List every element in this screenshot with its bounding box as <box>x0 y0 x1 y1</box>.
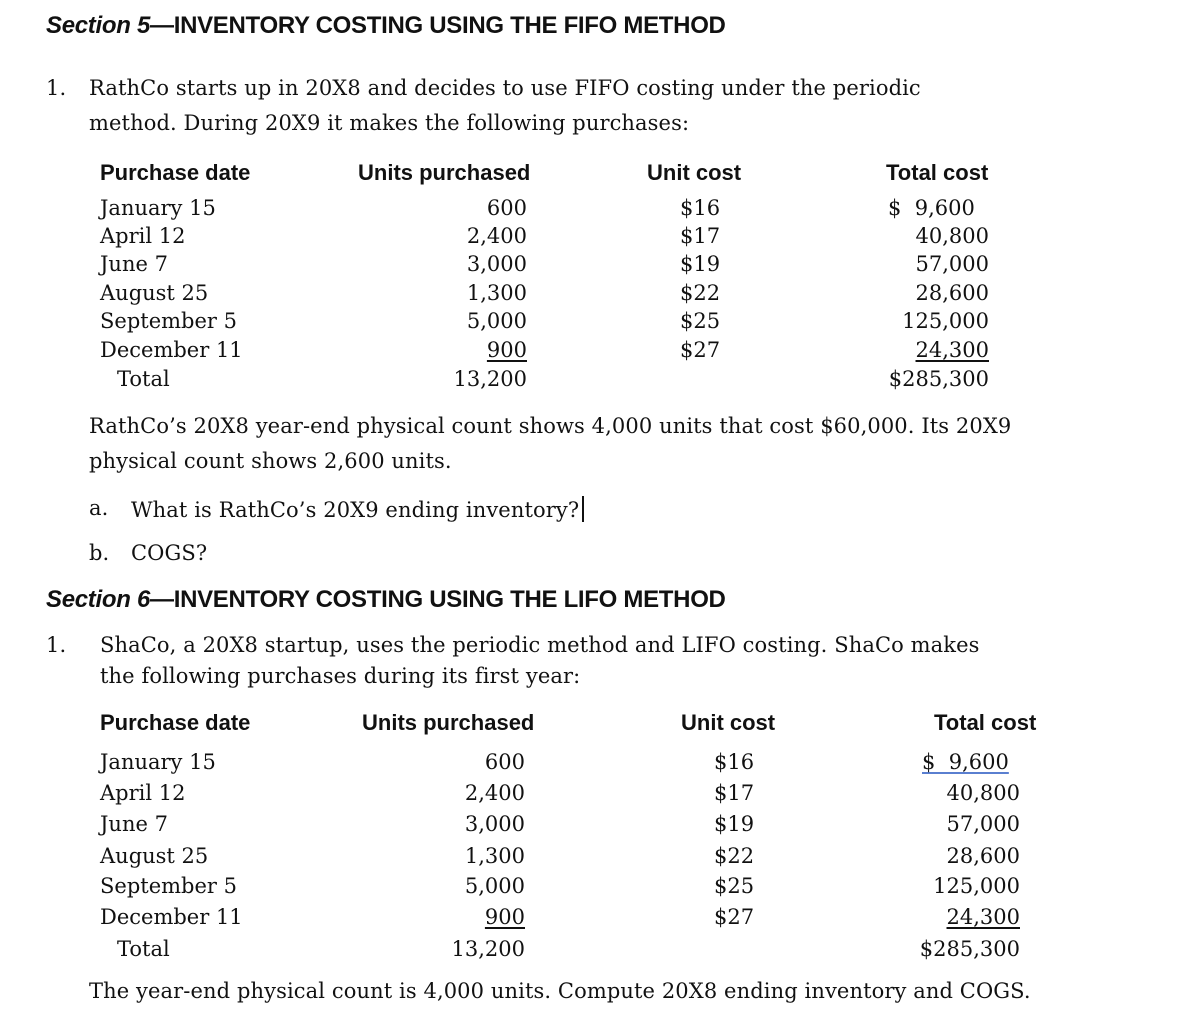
row-date: September 5 <box>100 874 237 898</box>
row-total-cost: 28,600 <box>915 281 989 305</box>
section5-question-number: 1. <box>46 76 67 100</box>
row-units: 2,400 <box>464 781 525 805</box>
table-row <box>100 842 1040 872</box>
table-total-row <box>100 935 1040 965</box>
table-row <box>100 810 1040 842</box>
table-row <box>100 872 1040 903</box>
row-total-cost: $ 9,600 <box>888 196 975 220</box>
text-cursor <box>582 496 584 522</box>
section6-heading-title: INVENTORY COSTING USING THE LIFO METHOD <box>173 586 726 613</box>
s6-header-units-purchased: Units purchased <box>362 710 535 735</box>
row-units: 1,300 <box>466 281 527 305</box>
total-cost: $285,300 <box>888 367 989 391</box>
row-unit-cost: $17 <box>680 224 721 248</box>
table-row <box>100 194 1000 222</box>
row-unit-cost: $16 <box>714 750 755 774</box>
row-date: January 15 <box>100 750 216 774</box>
question-a-label: a. <box>89 496 109 520</box>
row-date: December 11 <box>100 338 243 362</box>
total-cost: $285,300 <box>919 937 1020 961</box>
row-unit-cost: $27 <box>714 905 755 929</box>
row-date: December 11 <box>100 905 243 929</box>
table-row <box>100 748 1040 779</box>
question-a-text: What is RathCo’s 20X9 ending inventory? <box>131 498 580 522</box>
section6-heading-dash: — <box>150 586 174 613</box>
row-total-cost: 28,600 <box>946 844 1020 868</box>
s6-header-total-cost: Total cost <box>934 710 1037 735</box>
row-total-cost: 24,300 <box>946 905 1020 929</box>
row-unit-cost: $19 <box>714 812 755 836</box>
row-unit-cost: $27 <box>680 338 721 362</box>
row-units: 600 <box>484 750 525 774</box>
row-units: 900 <box>484 905 525 929</box>
row-total-cost: 57,000 <box>915 252 989 276</box>
total-label: Total <box>117 937 170 961</box>
total-units: 13,200 <box>451 937 525 961</box>
section6-question-number: 1. <box>46 633 67 657</box>
row-date: June 7 <box>100 812 168 836</box>
s6-header-purchase-date: Purchase date <box>100 710 251 735</box>
total-label: Total <box>117 367 170 391</box>
section5-paragraph-line1: RathCo’s 20X8 year-end physical count shows 4,000 units that cost $60,000. Its 20X9 <box>89 414 1012 438</box>
section5-heading-dash: — <box>150 12 174 39</box>
row-units: 3,000 <box>464 812 525 836</box>
row-units: 1,300 <box>464 844 525 868</box>
row-total-cost: 125,000 <box>933 874 1020 898</box>
row-unit-cost: $22 <box>680 281 721 305</box>
s6-purchases-table <box>100 748 1040 965</box>
row-date: April 12 <box>100 224 186 248</box>
s5-header-unit-cost: Unit cost <box>647 160 742 185</box>
row-date: January 15 <box>100 196 216 220</box>
table-row <box>100 779 1040 810</box>
table-row <box>100 903 1040 935</box>
question-b-label: b. <box>89 541 110 565</box>
row-unit-cost: $22 <box>714 844 755 868</box>
row-units: 5,000 <box>466 309 527 333</box>
section5-heading-label: Section 5 <box>46 12 150 39</box>
row-date: August 25 <box>100 844 209 868</box>
section5-heading <box>46 12 726 40</box>
row-units: 2,400 <box>466 224 527 248</box>
s5-header-units-purchased: Units purchased <box>358 160 531 185</box>
section5-paragraph-line2: physical count shows 2,600 units. <box>89 449 452 473</box>
row-date: June 7 <box>100 252 168 276</box>
table-row <box>100 222 1000 250</box>
section6-question-line1: ShaCo, a 20X8 startup, uses the periodic method and LIFO costing. ShaCo makes <box>100 633 980 657</box>
row-total-cost: 125,000 <box>902 309 989 333</box>
section6-question-line2: the following purchases during its first year: <box>100 664 581 688</box>
row-unit-cost: $16 <box>680 196 721 220</box>
row-unit-cost: $25 <box>714 874 755 898</box>
section6-footer-text: The year-end physical count is 4,000 units. Compute 20X8 ending inventory and COGS. <box>89 979 1031 1003</box>
table-row <box>100 336 1000 365</box>
s5-header-purchase-date: Purchase date <box>100 160 251 185</box>
row-unit-cost: $17 <box>714 781 755 805</box>
s6-header-unit-cost: Unit cost <box>681 710 776 735</box>
section5-heading-title: INVENTORY COSTING USING THE FIFO METHOD <box>173 12 726 39</box>
row-total-cost: $ 9,600 <box>922 750 1009 774</box>
row-date: April 12 <box>100 781 186 805</box>
section5-question-line1: RathCo starts up in 20X8 and decides to use FIFO costing under the periodic <box>89 76 921 100</box>
row-total-cost: 57,000 <box>946 812 1020 836</box>
table-total-row <box>100 365 1000 393</box>
row-total-cost: 40,800 <box>915 224 989 248</box>
row-units: 900 <box>486 338 527 362</box>
row-unit-cost: $25 <box>680 309 721 333</box>
table-row <box>100 307 1000 336</box>
s5-purchases-table <box>100 194 1000 393</box>
section6-heading-label: Section 6 <box>46 586 150 613</box>
row-units: 3,000 <box>466 252 527 276</box>
total-units: 13,200 <box>453 367 527 391</box>
table-row <box>100 250 1000 279</box>
row-date: August 25 <box>100 281 209 305</box>
section5-question-line2: method. During 20X9 it makes the following purchases: <box>89 111 690 135</box>
question-a[interactable] <box>131 496 584 522</box>
s5-header-total-cost: Total cost <box>886 160 989 185</box>
row-units: 600 <box>486 196 527 220</box>
row-units: 5,000 <box>464 874 525 898</box>
question-b-text: COGS? <box>131 541 208 565</box>
section6-heading <box>46 586 726 614</box>
row-date: September 5 <box>100 309 237 333</box>
row-unit-cost: $19 <box>680 252 721 276</box>
table-row <box>100 279 1000 307</box>
row-total-cost: 24,300 <box>915 338 989 362</box>
row-total-cost: 40,800 <box>946 781 1020 805</box>
